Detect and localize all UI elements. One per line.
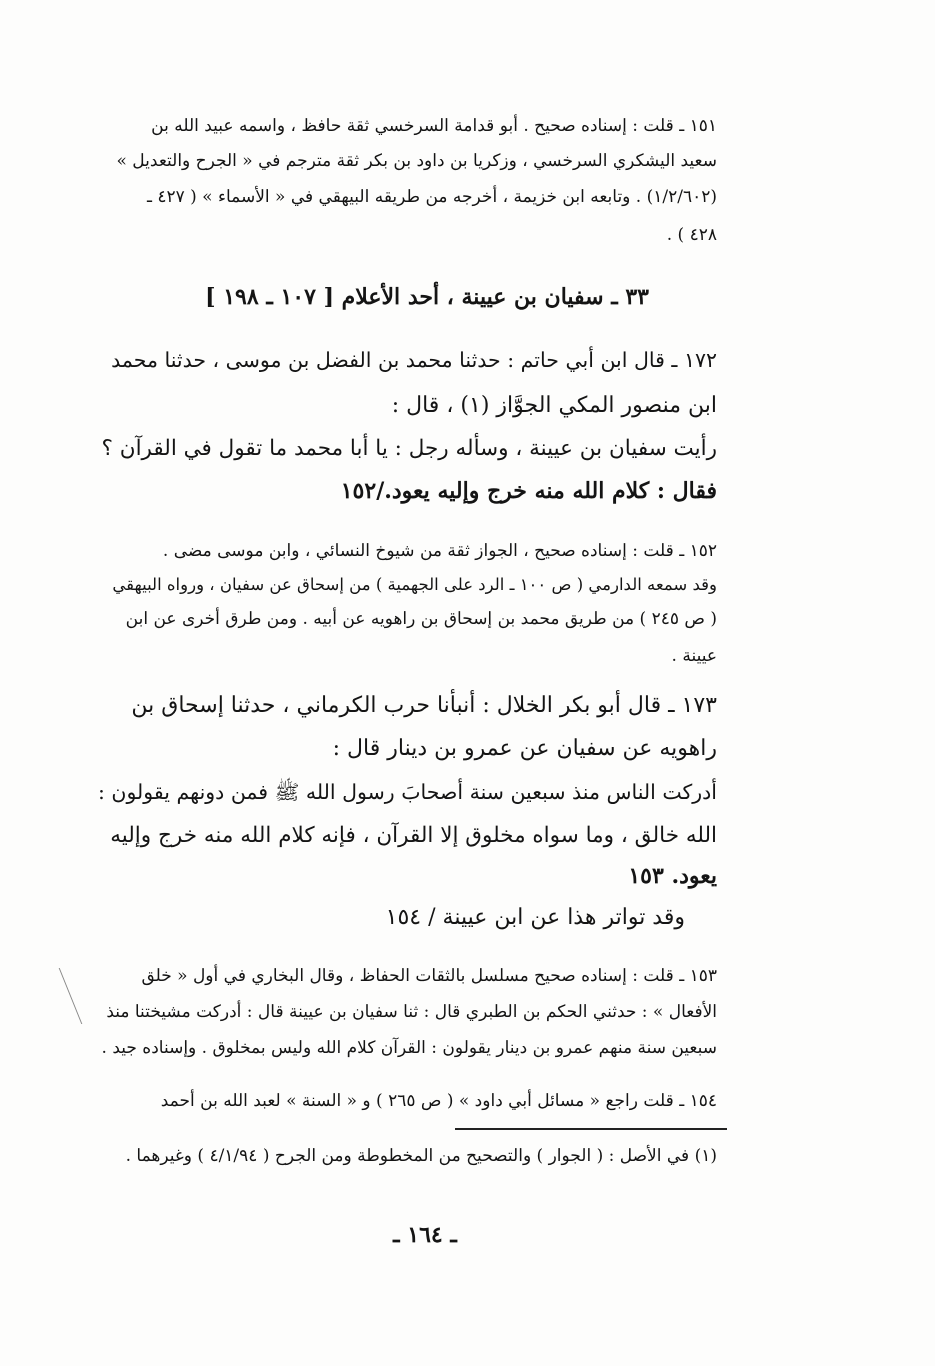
note-152-line-3: ( ص ٢٤٥ ) من طريق محمد بن إسحاق بن راهويه عن أبيه . ومن طرق أخرى عن ابن: [125, 609, 717, 629]
note-154-line: ١٥٤ ـ قلت راجع « مسائل أبي داود » ( ص ٢٦٥ ) و « السنة » لعبد الله بن أحمد: [160, 1091, 717, 1111]
text-173-line-4: الله خالق ، وما سواه مخلوق إلا القرآن ، فإنه كلام الله منه خرج وإليه: [110, 823, 717, 848]
note-151-line-4: ٤٢٨ ) .: [666, 225, 717, 245]
note-153-line-3: سبعين سنة منهم عمرو بن دينار يقولون : القرآن كلام الله وليس بمخلوق . وإسناده جيد .: [101, 1038, 717, 1058]
text-172-line-4: فقال : كلام الله منه خرج وإليه يعود./١٥٢: [340, 478, 717, 504]
text-173-line-3: أدركت الناس منذ سبعين سنة أصحابَ رسول الله ﷺ فمن دونهم يقولون :: [97, 780, 717, 804]
text-173-line-6: وقد تواتر هذا عن ابن عيينة / ١٥٤: [385, 905, 685, 930]
margin-mark: [59, 968, 103, 1024]
text-173-line-2: راهويه عن سفيان عن عمرو بن دينار قال :: [332, 736, 717, 761]
note-152-line-2: وقد سمعه الدارمي ( ص ١٠٠ ـ الرد على الجهمية ) من إسحاق عن سفيان ، ورواه البيهقي: [112, 575, 717, 594]
note-151-line-3: (١/٢/٦٠٢) . وتابعه ابن خزيمة ، أخرجه من طريقه البيهقي في « الأسماء » ( ٤٢٧ ـ: [146, 187, 717, 207]
text-173-line-5: يعود. ١٥٣: [628, 863, 717, 889]
note-151-line-1: ١٥١ ـ قلت : إسناده صحيح . أبو قدامة السرخسي ثقة حافظ ، واسمه عبيد الله بن: [151, 116, 717, 136]
note-153-line-2: الأفعال » : حدثني الحكم بن الطبري قال : ثنا سفيان بن عيينة قال : أدركت مشيختنا منذ: [106, 1002, 717, 1022]
footnote-divider: [455, 1128, 727, 1130]
note-153-line-1: ١٥٣ ـ قلت : إسناده صحيح مسلسل بالثقات الحفاظ ، وقال البخاري في أول « خلق: [141, 966, 717, 986]
text-172-line-3: رأيت سفيان بن عيينة ، وسأله رجل : يا أبا محمد ما تقول في القرآن ؟: [101, 436, 717, 461]
text-173-line-1: ١٧٣ ـ قال أبو بكر الخلال : أنبأنا حرب الكرماني ، حدثنا إسحاق بن: [131, 693, 717, 718]
page-number: ـ ١٦٤ ـ: [393, 1222, 457, 1248]
note-152-line-4: عيينة .: [671, 646, 717, 666]
footnote-text: (١) في الأصل : ( الجوار ) والتصحيح من المخطوطة ومن الجرح ( ٤/١/٩٤ ) وغيرهما .: [125, 1146, 717, 1166]
text-172-line-2: ابن منصور المكي الجوَّاز (١) ، قال :: [391, 393, 717, 418]
note-151-line-2: سعيد اليشكري السرخسي ، وزكريا بن داود بن بكر ثقة مترجم في « الجرح والتعديل »: [116, 151, 717, 171]
section-heading: ٣٣ ـ سفيان بن عيينة ، أحد الأعلام [ ١٠٧ ـ ١٩٨ ]: [205, 284, 649, 310]
text-172-line-1: ١٧٢ ـ قال ابن أبي حاتم : حدثنا محمد بن الفضل بن موسى ، حدثنا محمد: [111, 348, 717, 372]
note-152-line-1: ١٥٢ ـ قلت : إسناده صحيح ، الجواز ثقة من شيوخ النسائي ، وابن موسى مضى .: [162, 541, 717, 561]
